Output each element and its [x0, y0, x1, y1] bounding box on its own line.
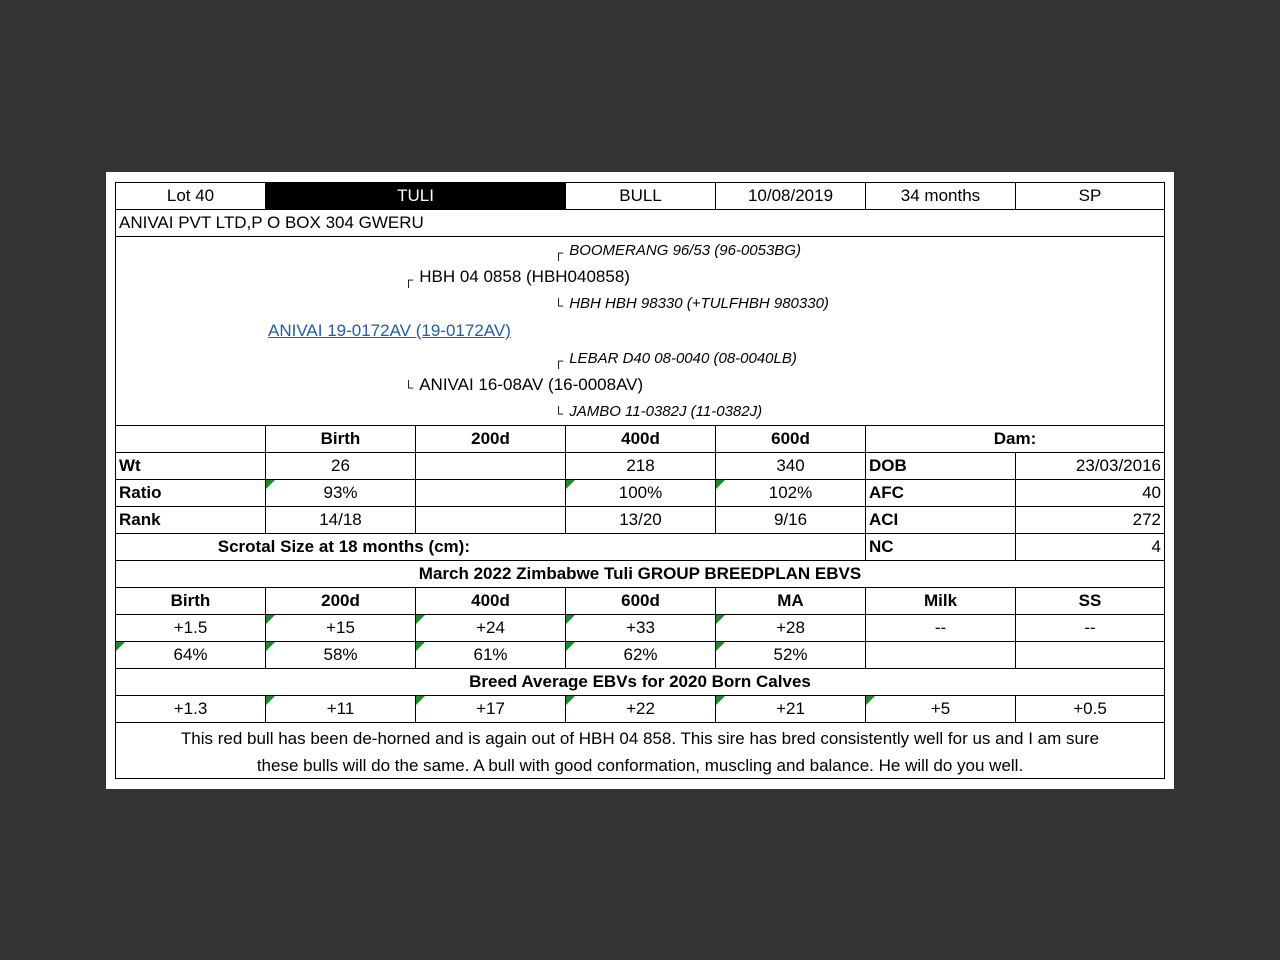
ebv-accuracy-ma: 52% [716, 642, 866, 668]
wt-200d [416, 453, 566, 479]
date-of-birth: 10/08/2019 [716, 183, 866, 209]
dam-dob-label: DOB [866, 453, 1016, 479]
ebv-accuracy-row [116, 642, 1164, 669]
sire: ┌ HBH 04 0858 (HBH040858) [404, 267, 630, 287]
perf-header-birth: Birth [266, 426, 416, 452]
lot-number: Lot 40 [116, 183, 266, 209]
ebv-header-200d: 200d [266, 588, 416, 614]
ebv-value-birth: +1.5 [116, 615, 266, 641]
perf-header-600d: 600d [716, 426, 866, 452]
dam-aci-label: ACI [866, 507, 1016, 533]
age: 34 months [866, 183, 1016, 209]
ebv-accuracy-milk [866, 642, 1016, 668]
scrotal-row [116, 534, 1164, 561]
ebv-title-row [116, 561, 1164, 588]
weight-row [116, 453, 1164, 480]
ebv-accuracy-400d: 61% [416, 642, 566, 668]
avg-600d: +22 [566, 696, 716, 722]
code: SP [1078, 186, 1102, 205]
breed-average-title-row [116, 669, 1164, 696]
ebv-header-ss: SS [1078, 591, 1102, 610]
ebv-value-200d: +15 [266, 615, 416, 641]
dam-header: Dam: [993, 429, 1037, 448]
row-label-wt: Wt [116, 453, 266, 479]
ebv-value-ss: -- [1084, 618, 1096, 637]
ebv-value-600d: +33 [566, 615, 716, 641]
ratio-600d: 102% [716, 480, 866, 506]
ebv-accuracy-200d: 58% [266, 642, 416, 668]
avg-400d: +17 [416, 696, 566, 722]
ebv-title: March 2022 Zimbabwe Tuli GROUP BREEDPLAN EBVS [418, 564, 862, 583]
dam-dam: └ JAMBO 11-0382J (11-0382J) [554, 403, 763, 421]
empty-header [116, 426, 266, 452]
row-label-ratio: Ratio [116, 480, 266, 506]
performance-header-row [116, 426, 1164, 453]
avg-200d: +11 [266, 696, 416, 722]
header-row [116, 183, 1164, 210]
dam: └ ANIVAI 16-08AV (16-0008AV) [404, 375, 644, 395]
dam-dob-value: 23/03/2016 [1075, 456, 1161, 475]
rank-birth: 14/18 [266, 507, 416, 533]
breed-average-title: Breed Average EBVs for 2020 Born Calves [469, 672, 811, 691]
ebv-header-birth: Birth [116, 588, 266, 614]
animal-id-link[interactable]: ANIVAI 19-0172AV (19-0172AV) [268, 321, 511, 340]
avg-ma: +21 [716, 696, 866, 722]
avg-milk: +5 [866, 696, 1016, 722]
wt-400d: 218 [566, 453, 716, 479]
sire-sire: ┌ BOOMERANG 96/53 (96-0053BG) [554, 242, 801, 260]
avg-birth: +1.3 [116, 696, 266, 722]
dam-afc-label: AFC [866, 480, 1016, 506]
avg-ss: +0.5 [1073, 699, 1107, 718]
lot-table [115, 182, 1165, 779]
ebv-header-400d: 400d [416, 588, 566, 614]
perf-header-200d: 200d [416, 426, 566, 452]
dam-aci-value: 272 [1132, 510, 1161, 529]
scrotal-value [566, 534, 866, 560]
breeder-address: ANIVAI PVT LTD,P O BOX 304 GWERU [119, 213, 424, 232]
lot-comment [116, 725, 1164, 779]
ratio-row [116, 480, 1164, 507]
ebv-value-milk: -- [866, 615, 1016, 641]
dam-afc-value: 40 [1142, 483, 1161, 502]
ratio-200d [416, 480, 566, 506]
dam-sire: ┌ LEBAR D40 08-0040 (08-0040LB) [554, 350, 797, 368]
breed-name: TULI [266, 183, 566, 209]
rank-400d: 13/20 [566, 507, 716, 533]
ebv-accuracy-ss [1016, 642, 1164, 668]
rank-200d [416, 507, 566, 533]
ebv-header-milk: Milk [866, 588, 1016, 614]
sire-dam: └ HBH HBH 98330 (+TULFHBH 980330) [554, 295, 829, 313]
comment-line-2: these bulls will do the same. A bull with good conformation, muscling and balance. He will do you well. [256, 756, 1024, 775]
ebv-header-ma: MA [716, 588, 866, 614]
rank-600d: 9/16 [716, 507, 866, 533]
scrotal-label: Scrotal Size at 18 months (cm): [217, 537, 470, 556]
wt-600d: 340 [716, 453, 866, 479]
ebv-accuracy-birth: 64% [116, 642, 266, 668]
ebv-value-400d: +24 [416, 615, 566, 641]
dam-nc-value: 4 [1151, 537, 1161, 556]
ratio-400d: 100% [566, 480, 716, 506]
breeder-row [116, 210, 1164, 237]
row-label-rank: Rank [116, 507, 266, 533]
ebv-value-ma: +28 [716, 615, 866, 641]
ebv-header-600d: 600d [566, 588, 716, 614]
wt-birth: 26 [266, 453, 416, 479]
ebv-values-row [116, 615, 1164, 642]
pedigree-block [116, 237, 1164, 426]
comment-line-1: This red bull has been de-horned and is again out of HBH 04 858. This sire has bred consistently well for us and I am sure [180, 729, 1100, 748]
sex: BULL [566, 183, 716, 209]
ebv-accuracy-600d: 62% [566, 642, 716, 668]
ratio-birth: 93% [266, 480, 416, 506]
dam-nc-label: NC [866, 534, 1016, 560]
breed-average-row [116, 696, 1164, 723]
sale-catalogue-sheet [106, 172, 1174, 789]
ebv-header-row [116, 588, 1164, 615]
perf-header-400d: 400d [566, 426, 716, 452]
rank-row [116, 507, 1164, 534]
